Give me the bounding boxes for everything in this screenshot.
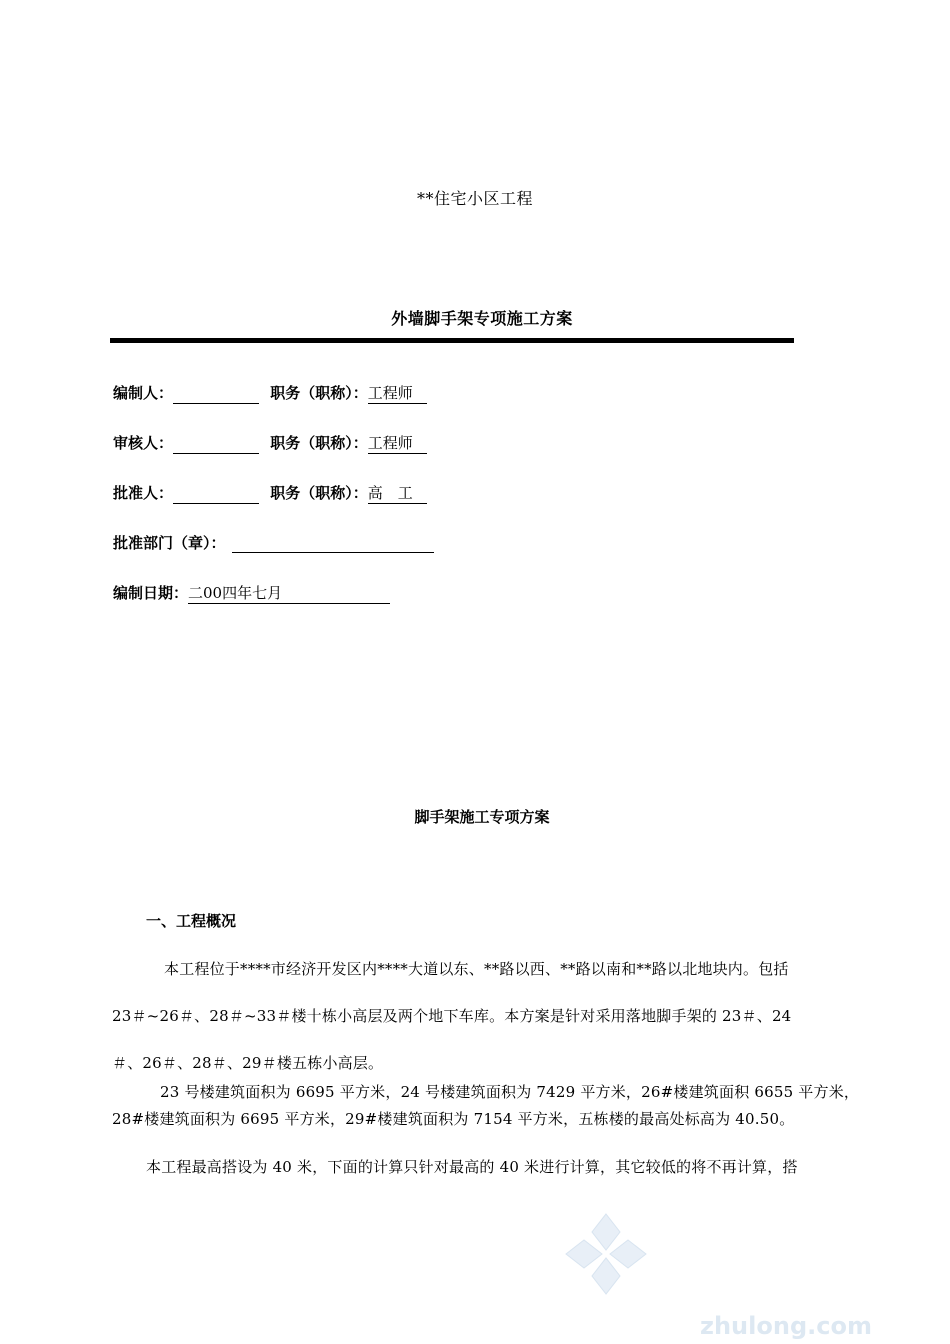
paragraph-1-line-1: 本工程位于****市经济开发区内****大道以东、**路以西、**路以南和**路以北地块内。包括 [164, 960, 789, 978]
reviewer-row [113, 432, 427, 454]
date-row [113, 582, 390, 604]
date-label: 编制日期： [113, 584, 189, 602]
compiler-blank [173, 386, 259, 404]
dept-label: 批准部门（章）： [113, 534, 226, 552]
watermark-text: zhulong.com [700, 1312, 872, 1340]
section-1-title: 一、工程概况 [146, 912, 237, 930]
paragraph-1-line-2: 23＃~26＃、28＃~33＃楼十栋小高层及两个地下车库。本方案是针对采用落地脚手架的 23＃、24 [112, 1007, 792, 1025]
plan-title: 外墙脚手架专项施工方案 [391, 309, 573, 328]
project-name: **住宅小区工程 [416, 189, 533, 208]
approver-title: 高 工 [368, 482, 427, 504]
reviewer-blank [173, 436, 259, 454]
paragraph-1-line-3: ＃、26＃、28＃、29＃楼五栋小高层。 [112, 1054, 384, 1072]
compiler-row [113, 382, 427, 404]
compiler-title: 工程师 [368, 382, 427, 404]
paragraph-2-line-1: 23 号楼建筑面积为 6695 平方米，24 号楼建筑面积为 7429 平方米，26#楼建筑面积 6655 平方米， [160, 1083, 860, 1101]
compiler-position-label: 职务（职称）： [270, 384, 368, 402]
dept-row [113, 532, 434, 553]
reviewer-title: 工程师 [368, 432, 427, 454]
approver-row [113, 482, 427, 504]
title-divider [110, 338, 794, 343]
compiler-label: 编制人： [113, 384, 174, 402]
section-heading: 脚手架施工专项方案 [414, 808, 550, 826]
date-value: 二00四年七月 [188, 582, 390, 604]
paragraph-2-line-2: 28#楼建筑面积为 6695 平方米，29#楼建筑面积为 7154 平方米，五栋楼的最高处标高为 40.50。 [112, 1110, 795, 1128]
reviewer-position-label: 职务（职称）： [270, 434, 368, 452]
approver-blank [173, 486, 259, 504]
dept-blank [232, 535, 434, 553]
approver-label: 批准人： [113, 484, 174, 502]
reviewer-label: 审核人： [113, 434, 174, 452]
watermark-logo-icon [560, 1208, 652, 1300]
paragraph-3-line-1: 本工程最高搭设为 40 米，下面的计算只针对最高的 40 米进行计算，其它较低的将不再计算，搭 [146, 1158, 798, 1176]
approver-position-label: 职务（职称）： [270, 484, 368, 502]
